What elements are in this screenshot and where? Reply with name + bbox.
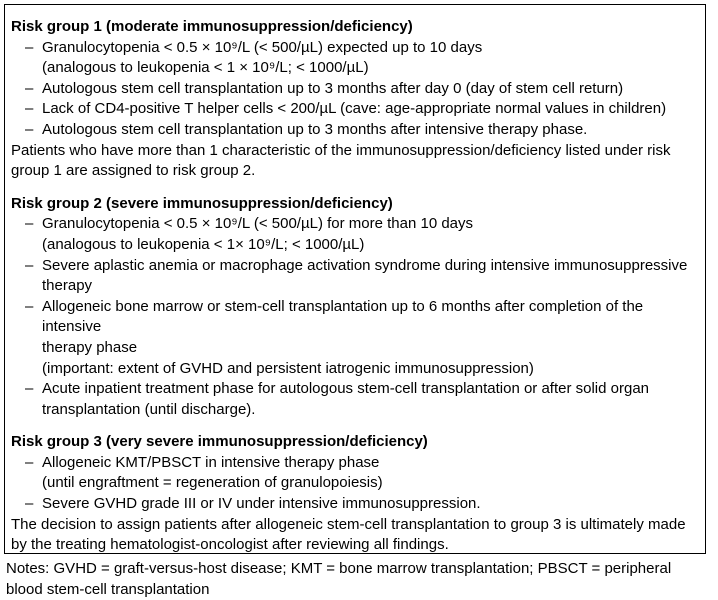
bullet-item (11, 38, 697, 79)
bullet-lines (42, 214, 697, 255)
bullet-dash: – (25, 120, 34, 138)
risk-group-2-heading: Risk group 2 (severe immunosuppression/deficiency) (11, 194, 393, 212)
bullet-dash: – (25, 100, 34, 118)
bullet-line: Granulocytopenia < 0.5 × 10⁹/L (< 500/µL) for more than 10 days (42, 215, 474, 233)
bullet-line: therapy phase (42, 338, 138, 356)
bullet-line: Severe GVHD grade III or IV under intensive immunosuppression. (42, 495, 481, 513)
bullet-line: Allogeneic KMT/PBSCT in intensive therapy phase (42, 453, 380, 471)
bullet-item (11, 214, 697, 255)
bullet-item (11, 79, 697, 100)
bullet-dash: – (25, 215, 34, 233)
bullet-lines (42, 379, 697, 420)
bullet-lines (42, 120, 697, 141)
section-risk-group-2 (11, 194, 697, 421)
bullet-line: (analogous to leukopenia < 1 × 10⁹/L; < 1000/µL) (42, 59, 369, 77)
bullet-line: therapy (42, 277, 93, 295)
bullet-dash: – (25, 495, 34, 513)
bullet-line: transplantation (until discharge). (42, 400, 256, 418)
bullet-dash: – (25, 297, 34, 315)
bullet-dash: – (25, 380, 34, 398)
bullet-item (11, 494, 697, 515)
risk-group-1-note: Patients who have more than 1 characteristic of the immunosuppression/deficiency listed under risk group 1 are assigned to risk group 2. (11, 141, 671, 180)
bullet-dash: – (25, 79, 34, 97)
bullet-line: (important: extent of GVHD and persistent iatrogenic immunosuppression) (42, 359, 534, 377)
risk-group-classification-table (4, 4, 706, 554)
bullet-item (11, 379, 697, 420)
bullet-line: (until engraftment = regeneration of granulopoiesis) (42, 474, 383, 492)
bullet-line: Acute inpatient treatment phase for autologous stem-cell transplantation or after solid organ (42, 380, 650, 398)
section-risk-group-3 (11, 432, 697, 554)
bullet-lines (42, 256, 697, 297)
risk-group-sections (11, 17, 697, 554)
bullet-item (11, 453, 697, 494)
bullet-lines (42, 297, 697, 379)
bullet-item (11, 120, 697, 141)
section-risk-group-1 (11, 17, 697, 182)
bullet-lines (42, 79, 697, 100)
bullet-line: Severe aplastic anemia or macrophage activation syndrome during intensive immunosuppressive (42, 256, 688, 274)
footnote: Notes: GVHD = graft-versus-host disease; KMT = bone marrow transplantation; PBSCT = peripheral blood stem-cell transplantation (6, 560, 672, 598)
bullet-dash: – (25, 256, 34, 274)
bullet-lines (42, 99, 697, 120)
bullet-item (11, 99, 697, 120)
bullet-line: Allogeneic bone marrow or stem-cell transplantation up to 6 months after completion of the intensive (42, 297, 644, 336)
bullet-line: Lack of CD4-positive T helper cells < 200/µL (cave: age-appropriate normal values in children) (42, 100, 667, 118)
bullet-lines (42, 453, 697, 494)
risk-group-3-heading: Risk group 3 (very severe immunosuppression/deficiency) (11, 433, 428, 451)
bullet-item (11, 256, 697, 297)
bullet-line: Granulocytopenia < 0.5 × 10⁹/L (< 500/µL) expected up to 10 days (42, 38, 483, 56)
bullet-line: Autologous stem cell transplantation up to 3 months after day 0 (day of stem cell return) (42, 79, 624, 97)
bullet-line: Autologous stem cell transplantation up to 3 months after intensive therapy phase. (42, 120, 588, 138)
bullet-dash: – (25, 453, 34, 471)
risk-group-1-heading: Risk group 1 (moderate immunosuppression/deficiency) (11, 18, 413, 35)
bullet-lines (42, 38, 697, 79)
bullet-item (11, 297, 697, 379)
bullet-dash: – (25, 38, 34, 56)
bullet-lines (42, 494, 697, 515)
bullet-line: (analogous to leukopenia < 1× 10⁹/L; < 1000/µL) (42, 235, 365, 253)
risk-group-3-note: The decision to assign patients after allogeneic stem-cell transplantation to group 3 is ultimately made by the treating hematologist-oncologist after reviewing all findings. (11, 515, 686, 554)
